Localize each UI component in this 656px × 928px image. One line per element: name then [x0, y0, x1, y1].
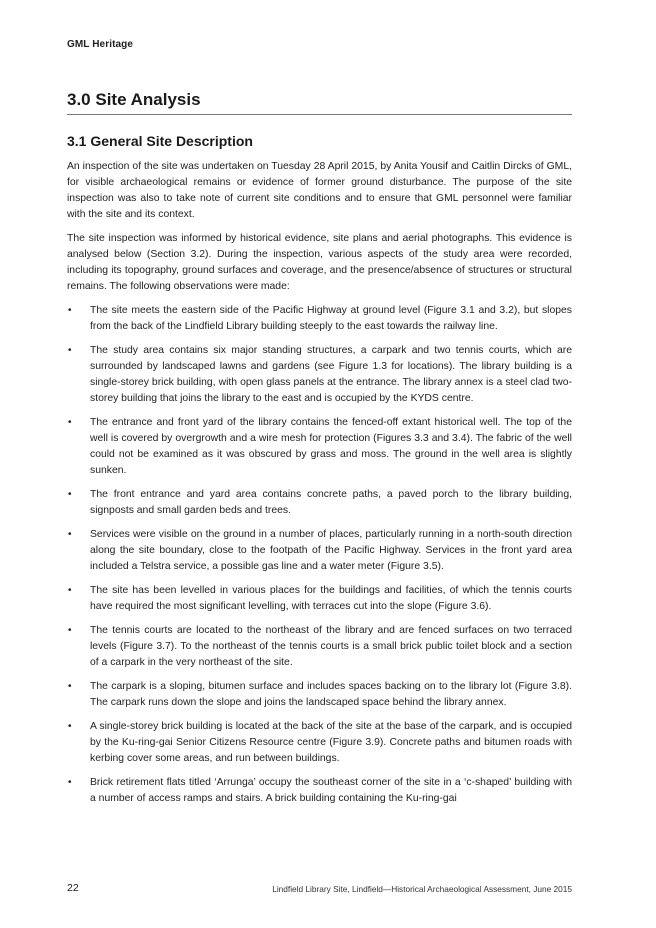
bullet-icon: •	[68, 305, 72, 316]
section-divider	[67, 114, 572, 115]
page-number: 22	[67, 882, 79, 894]
list-item-text: The study area contains six major standing structures, a carpark and two tennis courts, which are surrounded by landscaped lawns and gardens (see Figure 1.3 for locations). The library building is a single-storey brick building, with open glass panels at the entrance. The library annex is a steel clad two-storey building that joins the library to the east and is occupied by the KYDS centre.	[90, 345, 572, 404]
inspection-paragraph: The site inspection was informed by historical evidence, site plans and aerial photographs. This evidence is analysed below (Section 3.2). During the inspection, various aspects of the study area were recorded, including its topography, ground surfaces and coverage, and the presence/absence of structures or structural remains. The following observations were made:	[67, 233, 572, 292]
list-item	[67, 527, 572, 575]
list-item	[67, 679, 572, 711]
list-item-text: The front entrance and yard area contains concrete paths, a paved porch to the library building, signposts and small garden beds and trees.	[90, 489, 572, 516]
header-brand: GML Heritage	[67, 39, 134, 50]
bullet-icon: •	[68, 721, 72, 732]
list-item	[67, 719, 572, 767]
section-title: 3.0 Site Analysis	[67, 90, 201, 109]
list-item-text: The site has been levelled in various places for the buildings and facilities, of which the tennis courts have required the most significant levelling, with terraces cut into the slope (Figure 3.6).	[90, 585, 572, 612]
list-item	[67, 623, 572, 671]
bullet-icon: •	[68, 777, 72, 788]
list-item-text: The site meets the eastern side of the Pacific Highway at ground level (Figure 3.1 and 3.2), but slopes from the back of the Lindfield Library building steeply to the east towards the railway line.	[90, 305, 572, 332]
list-item-text: Services were visible on the ground in a number of places, particularly running in a north-south direction along the site boundary, close to the footpath of the Pacific Highway. Services in the front yard area included a Telstra service, a possible gas line and a water meter (Figure 3.5).	[90, 529, 572, 572]
list-item	[67, 583, 572, 615]
subsection-title: 3.1 General Site Description	[67, 133, 253, 149]
list-item-text: The tennis courts are located to the northeast of the library and are fenced surfaces on two terraced levels (Figure 3.7). To the northeast of the tennis courts is a small brick public toilet block and a section of a carpark in the very northeast of the site.	[90, 625, 572, 668]
bullet-icon: •	[68, 489, 72, 500]
intro-paragraph: An inspection of the site was undertaken on Tuesday 28 April 2015, by Anita Yousif and Caitlin Dircks of GML, for visible archaeological remains or evidence of former ground disturbance. The purpose of the site inspection was also to take note of current site conditions and to ensure that GML personnel were familiar with the site and its context.	[67, 161, 572, 220]
list-item-text: The carpark is a sloping, bitumen surface and includes spaces backing on to the library lot (Figure 3.8). The carpark runs down the slope and joins the landscaped space behind the library annex.	[90, 681, 572, 708]
list-item-text: A single-storey brick building is located at the back of the site at the base of the carpark, and is occupied by the Ku-ring-gai Senior Citizens Resource centre (Figure 3.9). Concrete paths and bitumen roads with kerbing cover some areas, and run between buildings.	[90, 721, 572, 764]
bullet-icon: •	[68, 417, 72, 428]
observations-list	[67, 303, 572, 807]
list-item	[67, 415, 572, 479]
list-item	[67, 775, 572, 807]
list-item	[67, 487, 572, 519]
list-item	[67, 343, 572, 407]
footer-document-title: Lindfield Library Site, Lindfield—Historical Archaeological Assessment, June 2015	[272, 884, 572, 894]
bullet-icon: •	[68, 529, 72, 540]
list-item-text: Brick retirement flats titled ‘Arrunga’ occupy the southeast corner of the site in a ‘c-shaped’ building with a number of access ramps and stairs. A brick building containing the Ku-ring-gai	[90, 777, 572, 804]
bullet-icon: •	[68, 345, 72, 356]
bullet-icon: •	[68, 585, 72, 596]
bullet-icon: •	[68, 681, 72, 692]
bullet-icon: •	[68, 625, 72, 636]
main-content	[67, 133, 572, 815]
list-item	[67, 303, 572, 335]
list-item-text: The entrance and front yard of the library contains the fenced-off extant historical well. The top of the well is covered by overgrowth and a wire mesh for protection (Figures 3.3 and 3.4). The fabric of the well could not be examined as it was obscured by grass and moss. The ground in the well area is slightly sunken.	[90, 417, 572, 476]
